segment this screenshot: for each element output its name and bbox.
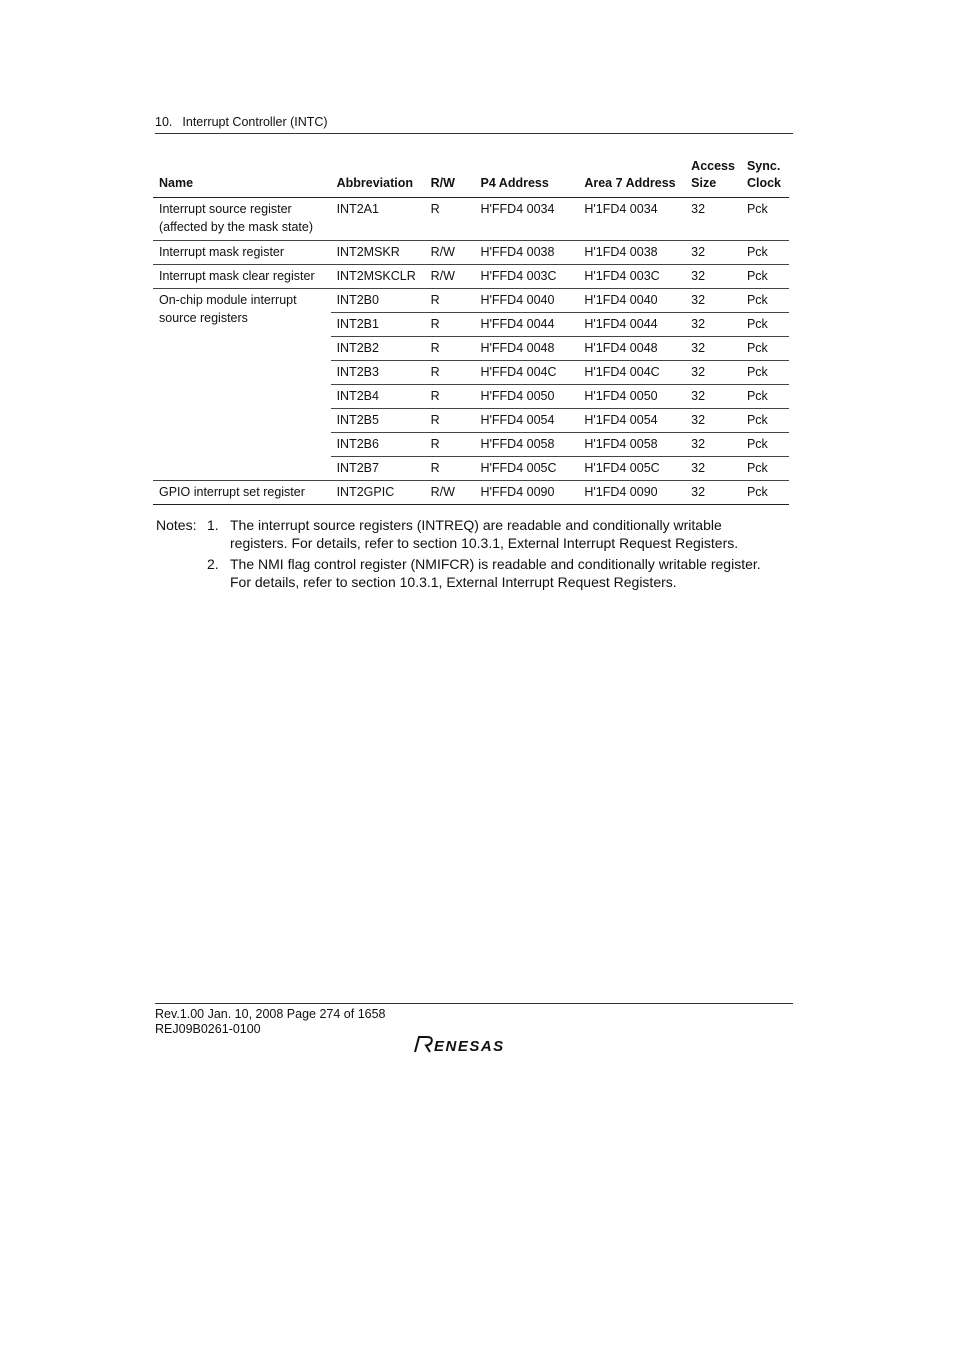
cell-area7: H'1FD4 005C [578, 457, 685, 481]
cell-size: 32 [685, 481, 741, 505]
cell-clock: Pck [741, 481, 789, 505]
cell-size: 32 [685, 313, 741, 337]
section-title: Interrupt Controller (INTC) [182, 115, 328, 129]
note-item [156, 516, 792, 552]
section-number: 10. [155, 115, 173, 129]
note-text [230, 555, 792, 591]
cell-area7: H'1FD4 0054 [578, 409, 685, 433]
note-line: The NMI flag control register (NMIFCR) is readable and conditionally writable register. [230, 556, 761, 572]
cell-rw: R [425, 337, 475, 361]
cell-abbr: INT2B0 [331, 289, 425, 313]
cell-name: GPIO interrupt set register [153, 481, 331, 505]
table-row [153, 241, 789, 265]
cell-clock: Pck [741, 265, 789, 289]
cell-size: 32 [685, 265, 741, 289]
cell-clock: Pck [741, 337, 789, 361]
cell-name-merged [153, 289, 331, 481]
cell-p4: H'FFD4 0040 [475, 289, 579, 313]
notes-lead-spacer [156, 555, 207, 591]
note-line: registers. For details, refer to section 10.3.1, External Interrupt Request Registers. [230, 535, 739, 551]
footer-revision: Rev.1.00 Jan. 10, 2008 Page 274 of 1658 [155, 1007, 386, 1021]
cell-area7: H'1FD4 004C [578, 361, 685, 385]
cell-p4: H'FFD4 005C [475, 457, 579, 481]
cell-size: 32 [685, 337, 741, 361]
cell-rw: R [425, 433, 475, 457]
cell-size: 32 [685, 457, 741, 481]
cell-rw: R/W [425, 241, 475, 265]
cell-name [153, 198, 331, 241]
cell-size: 32 [685, 289, 741, 313]
cell-size: 32 [685, 198, 741, 241]
cell-p4: H'FFD4 0048 [475, 337, 579, 361]
cell-size: 32 [685, 385, 741, 409]
cell-clock: Pck [741, 241, 789, 265]
cell-abbr: INT2A1 [331, 198, 425, 241]
cell-p4: H'FFD4 0090 [475, 481, 579, 505]
cell-abbr: INT2B4 [331, 385, 425, 409]
cell-p4: H'FFD4 0054 [475, 409, 579, 433]
table-row [153, 265, 789, 289]
col-header-sync-clock [741, 156, 789, 198]
cell-abbr: INT2B5 [331, 409, 425, 433]
notes-section [156, 516, 792, 594]
cell-area7: H'1FD4 0090 [578, 481, 685, 505]
col-header-sync-clock-line1: Sync. [746, 159, 781, 173]
notes-lead: Notes: [156, 517, 197, 533]
svg-text:ENESAS: ENESAS [434, 1038, 505, 1054]
cell-clock: Pck [741, 313, 789, 337]
table-header-row [153, 156, 789, 198]
cell-name-line1: On-chip module interrupt [159, 293, 297, 307]
cell-area7: H'1FD4 0058 [578, 433, 685, 457]
note-number: 2. [207, 556, 219, 572]
cell-abbr: INT2B7 [331, 457, 425, 481]
cell-p4: H'FFD4 0044 [475, 313, 579, 337]
cell-p4: H'FFD4 0038 [475, 241, 579, 265]
cell-area7: H'1FD4 0034 [578, 198, 685, 241]
cell-rw: R [425, 313, 475, 337]
cell-rw: R/W [425, 265, 475, 289]
cell-clock: Pck [741, 433, 789, 457]
footer-doc-number: REJ09B0261-0100 [155, 1022, 261, 1036]
cell-rw: R/W [425, 481, 475, 505]
cell-name: Interrupt mask register [153, 241, 331, 265]
col-header-p4-address: P4 Address [475, 156, 579, 198]
renesas-logo-icon [412, 1034, 534, 1054]
col-header-name: Name [153, 156, 331, 198]
table-row [153, 481, 789, 505]
cell-rw: R [425, 198, 475, 241]
cell-p4: H'FFD4 004C [475, 361, 579, 385]
cell-p4: H'FFD4 0050 [475, 385, 579, 409]
cell-p4: H'FFD4 003C [475, 265, 579, 289]
table-row [153, 198, 789, 241]
page-header [155, 115, 793, 134]
cell-rw: R [425, 361, 475, 385]
cell-clock: Pck [741, 457, 789, 481]
cell-area7: H'1FD4 003C [578, 265, 685, 289]
note-number: 1. [207, 517, 219, 533]
cell-clock: Pck [741, 361, 789, 385]
register-table [153, 156, 789, 505]
cell-clock: Pck [741, 289, 789, 313]
table-row [153, 289, 789, 313]
cell-abbr: INT2B2 [331, 337, 425, 361]
cell-abbr: INT2B3 [331, 361, 425, 385]
cell-area7: H'1FD4 0048 [578, 337, 685, 361]
cell-area7: H'1FD4 0044 [578, 313, 685, 337]
cell-clock: Pck [741, 385, 789, 409]
cell-name-line2: (affected by the mask state) [159, 219, 314, 234]
cell-abbr: INT2B6 [331, 433, 425, 457]
cell-rw: R [425, 385, 475, 409]
page-footer [155, 1003, 793, 1037]
col-header-rw: R/W [425, 156, 475, 198]
cell-size: 32 [685, 361, 741, 385]
col-header-access-size [685, 156, 741, 198]
note-text [230, 516, 792, 552]
col-header-access-size-line1: Access [691, 159, 735, 173]
cell-abbr: INT2MSKR [331, 241, 425, 265]
cell-area7: H'1FD4 0050 [578, 385, 685, 409]
col-header-sync-clock-line2: Clock [746, 176, 782, 190]
cell-rw: R [425, 289, 475, 313]
col-header-abbreviation: Abbreviation [331, 156, 425, 198]
cell-rw: R [425, 409, 475, 433]
cell-rw: R [425, 457, 475, 481]
cell-size: 32 [685, 433, 741, 457]
cell-p4: H'FFD4 0034 [475, 198, 579, 241]
cell-clock: Pck [741, 409, 789, 433]
note-line: The interrupt source registers (INTREQ) are readable and conditionally writable [230, 517, 722, 533]
cell-size: 32 [685, 409, 741, 433]
cell-name-line1: Interrupt source register [159, 202, 292, 216]
cell-abbr: INT2GPIC [331, 481, 425, 505]
note-line: For details, refer to section 10.3.1, External Interrupt Request Registers. [230, 574, 677, 590]
col-header-access-size-line2: Size [691, 176, 717, 190]
cell-area7: H'1FD4 0038 [578, 241, 685, 265]
cell-size: 32 [685, 241, 741, 265]
col-header-area7-address: Area 7 Address [578, 156, 685, 198]
cell-abbr: INT2MSKCLR [331, 265, 425, 289]
cell-name: Interrupt mask clear register [153, 265, 331, 289]
cell-area7: H'1FD4 0040 [578, 289, 685, 313]
cell-name-line2: source registers [159, 310, 248, 325]
note-item [156, 555, 792, 591]
cell-abbr: INT2B1 [331, 313, 425, 337]
cell-clock: Pck [741, 198, 789, 241]
cell-p4: H'FFD4 0058 [475, 433, 579, 457]
